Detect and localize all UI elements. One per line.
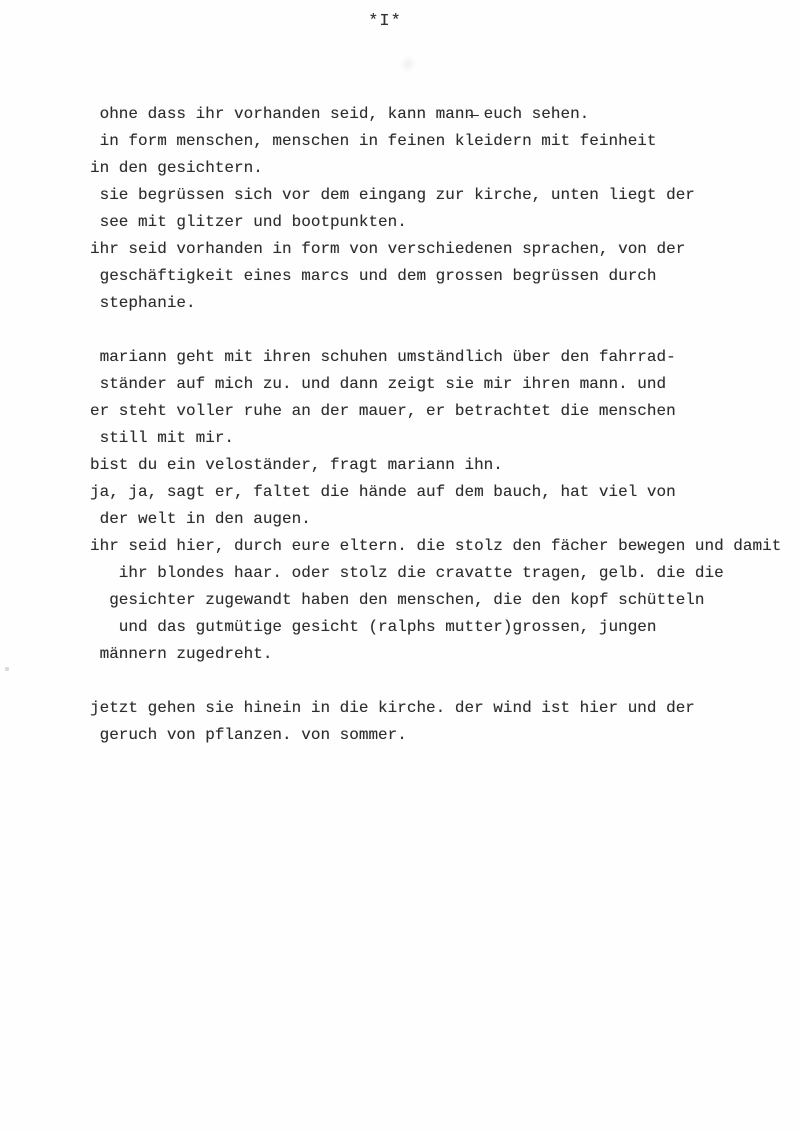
text-line-3: in den gesichtern. xyxy=(90,159,263,177)
text-line-10: ständer auf mich zu. und dann zeigt sie mir ihren mann. und xyxy=(90,375,667,393)
text-line-18: gesichter zugewandt haben den menschen, die den kopf schütteln xyxy=(90,591,705,609)
blank-line-2 xyxy=(90,668,800,695)
text-line-16: ihr seid hier, durch eure eltern. die stolz den fächer bewegen und damit xyxy=(90,537,782,555)
page-number: *I* xyxy=(368,12,402,31)
text-line-21: jetzt gehen sie hinein in die kirche. der wind ist hier und der xyxy=(90,699,695,717)
text-line-14: ja, ja, sagt er, faltet die hände auf dem bauch, hat viel von xyxy=(90,483,676,501)
scan-smudge xyxy=(397,52,419,75)
scan-speck xyxy=(5,667,9,671)
text-line-6: ihr seid vorhanden in form von verschiedenen sprachen, von der xyxy=(90,240,686,258)
text-line-8: stephanie. xyxy=(90,294,196,312)
typewritten-text xyxy=(90,101,800,749)
text-line-13: bist du ein veloständer, fragt mariann ihn. xyxy=(90,456,503,474)
text-line-5: see mit glitzer und bootpunkten. xyxy=(90,213,407,231)
text-line-20: männern zugedreht. xyxy=(90,645,273,663)
text-line-7: geschäftigkeit eines marcs und dem grossen begrüssen durch xyxy=(90,267,657,285)
text-line-1: ohne dass ihr vorhanden seid, kann mann̶ euch sehen. xyxy=(90,105,590,123)
text-line-11: er steht voller ruhe an der mauer, er betrachtet die menschen xyxy=(90,402,676,420)
text-line-15: der welt in den augen. xyxy=(90,510,311,528)
text-line-12: still mit mir. xyxy=(90,429,235,447)
text-line-2: in form menschen, menschen in feinen kleidern mit feinheit xyxy=(90,132,657,150)
text-line-9: mariann geht mit ihren schuhen umständlich über den fahrrad- xyxy=(90,348,676,366)
text-line-4: sie begrüssen sich vor dem eingang zur kirche, unten liegt der xyxy=(90,186,695,204)
text-line-19: und das gutmütige gesicht (ralphs mutter)grossen, jungen xyxy=(90,618,657,636)
text-line-22: geruch von pflanzen. von sommer. xyxy=(90,726,407,744)
text-line-17: ihr blondes haar. oder stolz die cravatte tragen, gelb. die die xyxy=(90,564,724,582)
blank-line-1 xyxy=(90,317,800,344)
